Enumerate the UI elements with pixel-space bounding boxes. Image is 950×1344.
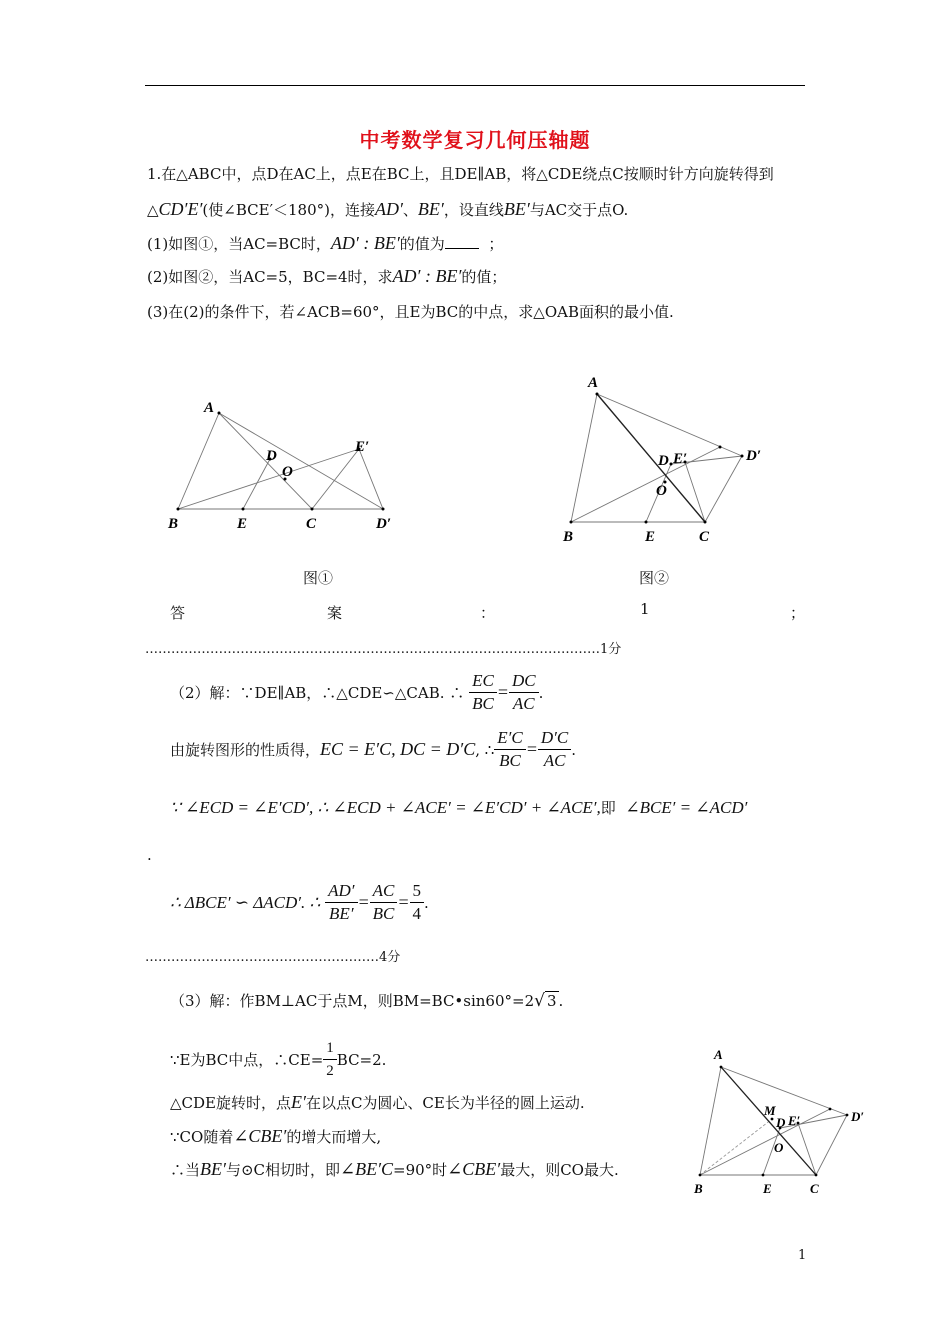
fig2-edge-ce2 xyxy=(685,462,705,522)
fig3-label-a: A xyxy=(714,1047,723,1062)
fig1-label-e2: E′ xyxy=(355,439,370,455)
fig2-edge-ab xyxy=(571,394,597,522)
s3-text-1: （3）解：作BM⊥AC于点M，则BM=BC•sin60°=2 xyxy=(170,992,535,1010)
fig3-edge-ce2 xyxy=(798,1123,816,1175)
fig1-label-b: B xyxy=(168,516,179,532)
part-2-post: 的值； xyxy=(461,268,507,286)
math-be: BE′ xyxy=(417,199,444,219)
fig2-edge-be2 xyxy=(571,447,720,522)
fig1-edge-ad2 xyxy=(219,413,383,509)
numerator: AD′ xyxy=(325,880,357,903)
s3-point-e2: E′ xyxy=(291,1092,306,1112)
solution-2-line-1 xyxy=(170,670,543,715)
part-3: (3)在(2)的条件下，若∠ACB=60°，且E为BC的中点，求△OAB面积的最小值. xyxy=(147,303,674,321)
score-dots-1: ……………………………………………………………………………………………1分 xyxy=(145,642,622,657)
figure-1-caption: 图① xyxy=(303,569,334,587)
s3-text-2b: BC=2. xyxy=(336,1050,387,1069)
fraction-ec-bc xyxy=(469,670,497,715)
denominator: BC xyxy=(499,751,521,770)
answer-value: 1 xyxy=(640,600,650,618)
s2-namely: 即 xyxy=(600,799,616,817)
fig2-edge-ac-bold xyxy=(597,394,705,522)
s2-similar-triangles: ∴ ΔBCE′ ∽ ΔACD′. ∴ xyxy=(170,892,321,912)
fig2-label-e2: E′ xyxy=(673,451,688,467)
denominator: AC xyxy=(512,694,535,713)
fig1-label-o: O xyxy=(282,464,293,480)
sqrt-value: 3 xyxy=(546,992,557,1010)
numerator: 5 xyxy=(410,880,425,903)
s3-text-2: ∵E为BC中点，∴CE= xyxy=(170,1051,324,1069)
s3-angle-cbe2-2: ∠CBE′ xyxy=(447,1159,501,1179)
fraction-e2c-bc xyxy=(494,727,525,772)
part-1-text: (1)如图①，当AC=BC时， xyxy=(147,235,331,253)
equals: = xyxy=(357,892,370,912)
s2-text-1: （2）解：∵DE∥AB，∴△CDE∽△CAB. ∴ xyxy=(170,684,465,702)
solution-3-line-4 xyxy=(170,1126,381,1147)
fig1-label-c: C xyxy=(306,516,317,532)
solution-2-dot: . xyxy=(147,846,152,864)
solution-2-line-3 xyxy=(170,797,747,818)
s3-text-5: ∴当 xyxy=(170,1161,201,1179)
denominator: 4 xyxy=(412,904,422,923)
s3-text-4b: 的增大而增大, xyxy=(286,1128,382,1146)
therefore: , ∴ xyxy=(475,740,495,759)
period: . xyxy=(538,683,544,702)
s3-angle-be2c: ∠BE′C xyxy=(340,1159,394,1179)
fig2-label-e: E xyxy=(645,529,656,545)
solution-3-line-3 xyxy=(170,1092,585,1113)
s2-text-2: 由旋转图形的性质得， xyxy=(170,741,321,759)
figure-2-caption: 图② xyxy=(639,569,670,587)
header-rule xyxy=(145,85,805,86)
math-cde: CD′E′ xyxy=(158,199,203,219)
fig3-label-o: O xyxy=(774,1140,784,1155)
fig3-edge-be2 xyxy=(700,1109,830,1175)
page-title: 中考数学复习几何压轴题 xyxy=(359,128,591,152)
set-text: ，设直线 xyxy=(443,201,504,219)
fraction-d2c-ac xyxy=(538,727,571,772)
triangle-symbol: △ xyxy=(147,201,159,219)
fig3-edge-ad2 xyxy=(721,1067,847,1115)
part-1-post: 的值为 xyxy=(399,235,445,253)
fraction-ad2-be2 xyxy=(325,880,357,925)
numerator: E′C xyxy=(494,727,525,750)
fig2-label-d: D xyxy=(658,453,669,469)
numerator: DC xyxy=(509,670,539,693)
score-dots-2: ………………………………………………4分 xyxy=(145,950,401,965)
fig1-label-a: A xyxy=(204,400,215,416)
s2-math-rotation: EC = E′C, DC = D′C xyxy=(320,739,476,759)
denominator: 2 xyxy=(326,1063,334,1079)
fraction-1-2 xyxy=(323,1037,337,1082)
fig1-label-e: E xyxy=(237,516,248,532)
equals: = xyxy=(397,892,410,912)
part-2-math: AD′ : BE′ xyxy=(392,266,462,286)
fig2-label-o: O xyxy=(656,483,667,499)
part-2 xyxy=(147,266,506,287)
fraction-ac-bc xyxy=(370,880,398,925)
equals: = xyxy=(525,739,538,759)
answer-colon: ： xyxy=(480,604,496,622)
denominator: BC xyxy=(372,904,395,923)
fraction-5-4 xyxy=(410,880,425,925)
denominator: BC xyxy=(472,694,494,713)
s2-angle-equation: ∵ ∠ECD = ∠E′CD′, ∴ ∠ECD + ∠ACE′ = ∠E′CD′ + ∠ACE′, xyxy=(170,798,601,817)
fig3-edge-bm-dashed xyxy=(700,1119,772,1175)
s3-line-be2: BE′ xyxy=(200,1159,226,1179)
fig2-label-d2: D′ xyxy=(746,448,762,464)
solution-2-line-2 xyxy=(170,727,576,772)
solution-3-line-1: （3）解：作BM⊥AC于点M，则BM=BC•sin60°=2√ 3 . xyxy=(170,991,564,1011)
problem-line-1: 1.在△ABC中，点D在AC上，点E在BC上，且DE∥AB，将△CDE绕点C按顺时针方向旋转得到 xyxy=(147,165,774,183)
answer-label-2: 案 xyxy=(327,604,343,622)
s2-angle-result: ∠BCE′ = ∠ACD′ xyxy=(625,798,748,817)
fig3-edge-cd2 xyxy=(816,1115,847,1175)
fig3-label-d: D xyxy=(776,1115,786,1130)
period: . xyxy=(424,893,429,912)
fig2-label-c: C xyxy=(699,529,710,545)
fig3-edge-ab xyxy=(700,1067,721,1175)
figure-1 xyxy=(160,390,410,540)
numerator: D′C xyxy=(538,727,571,750)
numerator: EC xyxy=(469,670,497,693)
fig1-edge-e2c xyxy=(312,449,359,509)
fig1-edge-e2d2 xyxy=(359,449,383,509)
s3-text-5c: =90°时 xyxy=(393,1161,448,1179)
fig2-edge-cd2 xyxy=(705,456,742,522)
fig3-label-c: C xyxy=(810,1181,819,1196)
denominator: AC xyxy=(543,751,566,770)
fig3-label-b: B xyxy=(694,1181,703,1196)
solution-2-line-4 xyxy=(170,880,429,925)
figure-2 xyxy=(550,370,780,550)
math-ad: AD′ xyxy=(374,199,403,219)
part-1 xyxy=(147,233,503,254)
problem-line-2 xyxy=(147,199,628,220)
s3-text-4: ∵CO随着 xyxy=(170,1128,234,1146)
part-1-math: AD′ : BE′ xyxy=(330,233,400,253)
figure-3 xyxy=(690,1045,870,1200)
fig3-label-m: M xyxy=(764,1103,776,1118)
math-be-2: BE′ xyxy=(503,199,530,219)
equals: = xyxy=(496,682,509,702)
s3-text-5b: 与⊙C相切时，即 xyxy=(225,1161,340,1179)
period: . xyxy=(558,992,564,1010)
solution-3-line-5 xyxy=(170,1159,619,1180)
answer-label-1: 答 xyxy=(170,604,186,622)
fig3-label-e: E xyxy=(763,1181,772,1196)
solution-3-line-2 xyxy=(170,1037,386,1082)
denominator: BE′ xyxy=(329,904,354,923)
intersection-text: 与AC交于点O. xyxy=(529,201,629,219)
fig3-label-e2: E′ xyxy=(788,1113,801,1128)
part-2-text: (2)如图②，当AC=5，BC=4时，求 xyxy=(147,268,393,286)
fig2-label-a: A xyxy=(588,375,599,391)
fig3-label-d2: D′ xyxy=(851,1109,865,1124)
numerator: AC xyxy=(370,880,398,903)
answer-semicolon: ； xyxy=(790,604,806,622)
fraction-dc-ac xyxy=(509,670,539,715)
separator: 、 xyxy=(402,201,418,219)
part-1-semi: ； xyxy=(488,235,504,253)
fig1-label-d2: D′ xyxy=(376,516,392,532)
constraint-text: (使∠BCE′＜180°)，连接 xyxy=(202,201,375,219)
fig1-edge-de xyxy=(243,459,270,509)
fig1-edge-ab xyxy=(178,413,219,509)
fig2-label-b: B xyxy=(563,529,574,545)
s3-text-3b: 在以点C为圆心、CE长为半径的圆上运动. xyxy=(305,1094,585,1112)
fig1-label-d: D xyxy=(266,448,277,464)
period: . xyxy=(571,740,577,759)
numerator: 1 xyxy=(323,1037,337,1060)
s3-text-5d: 最大，则CO最大. xyxy=(500,1161,619,1179)
answer-blank xyxy=(445,248,479,249)
s3-text-3: △CDE旋转时，点 xyxy=(170,1094,291,1112)
s3-angle-cbe2: ∠CBE′ xyxy=(233,1126,287,1146)
page-number: 1 xyxy=(798,1248,807,1263)
